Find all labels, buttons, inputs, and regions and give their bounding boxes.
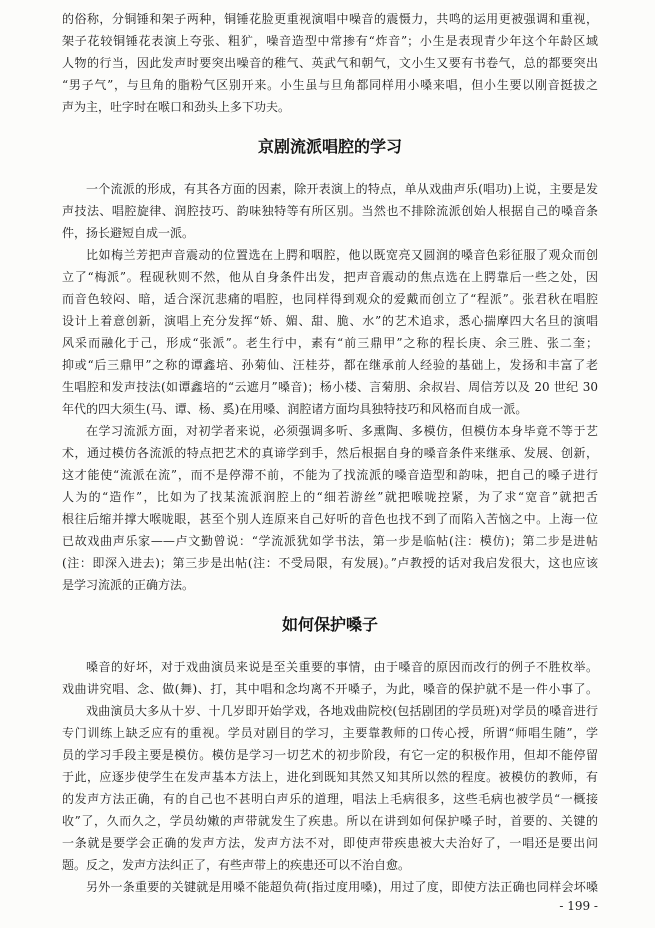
section-heading: 京剧流派唱腔的学习 [257,137,402,156]
text-line: 已故戏曲声乐家——卢文勤曾说：“学流派犹如学书法，第一步是临帖(注：模仿)；第二步是进帖 [62,534,598,548]
page-number: - 199 - [559,899,598,913]
text-line: 戏曲讲究唱、念、做(舞)、打，其中唱和念均离不开嗓子，为此，嗓音的保护就不是一件小事了。 [62,682,598,696]
text-line: 收”了，久而久之，学员幼嫩的声带就发生了疾患。所以在讲到如何保护嗓子时，首要的、关键的 [62,814,598,828]
text-line: 根往后缩并撑大喉咙眼，甚至个别人连原来自己好听的音色也找不到了而陷入苦恼之中。上海一位 [62,512,598,526]
text-line: 而音色较闷、暗，适合深沉悲痛的唱腔，也同样得到观众的爱戴而创立了“程派”。张君秋在唱腔 [62,292,598,306]
text-line: 另外一条重要的关键就是用嗓不能超负荷(指过度用嗓)，用过了度，即使方法正确也同样会坏嗓 [86,880,598,894]
text-line: 题。反之，发声方法纠正了，有些声带上的疾患还可以不治自愈。 [62,858,411,872]
section-heading: 如何保护嗓子 [281,615,378,634]
paragraph [62,656,598,700]
text-line: 一个流派的形成，有其各方面的因素，除开表演上的特点，单从戏曲声乐(唱功)上说，主要是发 [86,182,598,196]
text-line: 风采而融化于己，形成“张派”。老生行中，素有“前三鼎甲”之称的程长庚、余三胜、张二奎； [62,336,598,350]
text-line: 件，扬长避短自成一派。 [62,226,195,240]
text-line: 比如梅兰芳把声音震动的位置选在上腭和咽腔，他以既宽亮又圆润的嗓音色彩征服了观众而创 [86,248,598,262]
text-line: 在学习流派方面，对初学者来说，必须强调多听、多熏陶、多模仿，但模仿本身毕竟不等于艺 [86,424,598,438]
text-line: 专门训练上缺乏应有的重视。学员对剧目的学习，主要靠教师的口传心授，所谓“师唱生随”，学 [62,726,598,740]
text-line: 戏曲演员大多从十岁、十几岁即开始学戏，各地戏曲院校(包括剧团的学员班)对学员的嗓音进行 [86,704,598,718]
text-line: 抑或“后三鼎甲”之称的谭鑫培、孙菊仙、汪桂芬，都在继承前人经验的基础上，发扬和丰富了老 [62,358,598,372]
text-line: 声技法、唱腔旋律、润腔技巧、韵味独特等有所区别。当然也不排除流派创始人根据自己的嗓音条 [62,204,598,218]
paragraph [62,700,598,876]
text-line: 员的学习手段主要是模仿。模仿是学习一切艺术的初步阶段，有它一定的积极作用，但却不能停留 [62,748,598,762]
text-line: 的发声方法正确，有的自己也不甚明白声乐的道理，唱法上毛病很多，这些毛病也被学员“一概接 [62,792,598,806]
text-line: 生唱腔和发声技法(如谭鑫培的“云遮月”嗓音)；杨小楼、言菊朋、余叔岩、周信芳以及 20 世纪 30 [62,380,598,394]
text-line: 于此，应逐步使学生在发声基本方法上，进化到既知其然又知其所以然的程度。被模仿的教师，有 [62,770,598,784]
text-line: 立了“梅派”。程砚秋则不然，他从自身条件出发，把声音震动的焦点选在上腭靠后一些之处，因 [62,270,598,284]
text-line: 一条就是要学会正确的发声方法，发声方法不对，即使声带疾患被大夫治好了，一唱还是要出问 [62,836,598,850]
paragraph [62,178,598,244]
text-line: 人为的“造作”，比如为了找某流派润腔上的“细若游丝”就把喉咙控紧，为了求“宽音”就把舌 [62,490,598,504]
text-line: “男子气”，与旦角的脂粉气区别开来。小生虽与旦角都同样用小嗓来唱，但小生要以刚音挺拔之 [62,78,598,92]
text-line: 嗓音的好坏，对于戏曲演员来说是至关重要的事情，由于嗓音的原因而改行的例子不胜枚举。 [86,660,598,674]
text-line: 这才能使“流派在流”，而不是停滞不前，不能为了找流派的嗓音造型和韵味，把自己的嗓子进行 [62,468,598,482]
text-line: (注：即深入进去)；第三步是出帖(注：不受局限，有发展)。”卢教授的话对我启发很大，这也应该 [62,556,598,570]
text-line: 声为主，吐字时在喉口和劲头上多下功夫。 [62,100,291,114]
paragraph [62,876,598,898]
text-line: 设计上着意创新，演唱上充分发挥“娇、媚、甜、脆、水”的艺术追求，悉心揣摩四大名旦的演唱 [62,314,598,328]
text-line: 架子花较铜锤花表演上夸张、粗犷，噪音造型中常掺有“炸音”；小生是表现青少年这个年龄区域 [62,34,598,48]
document-page [62,8,598,898]
text-line: 人物的行当，因此发声时要突出噪音的稚气、英武气和朝气，文小生又要有书卷气，总的都要突出 [62,56,598,70]
text-line: 的俗称，分铜锤和架子两种，铜锤花脸更重视演唱中噪音的震慑力，共鸣的运用更被强调和重视， [62,12,598,26]
text-line: 是学习流派的正确方法。 [62,578,195,592]
paragraph [62,8,598,118]
paragraph [62,420,598,596]
paragraph [62,244,598,420]
text-line: 术，通过模仿各流派的特点把艺术的真谛学到手，然后根据自身的嗓音条件来继承、发展、创新， [62,446,598,460]
text-line: 年代的四大须生(马、谭、杨、奚)在用嗓、润腔诸方面均具独特技巧和风格而自成一派。 [62,402,528,416]
